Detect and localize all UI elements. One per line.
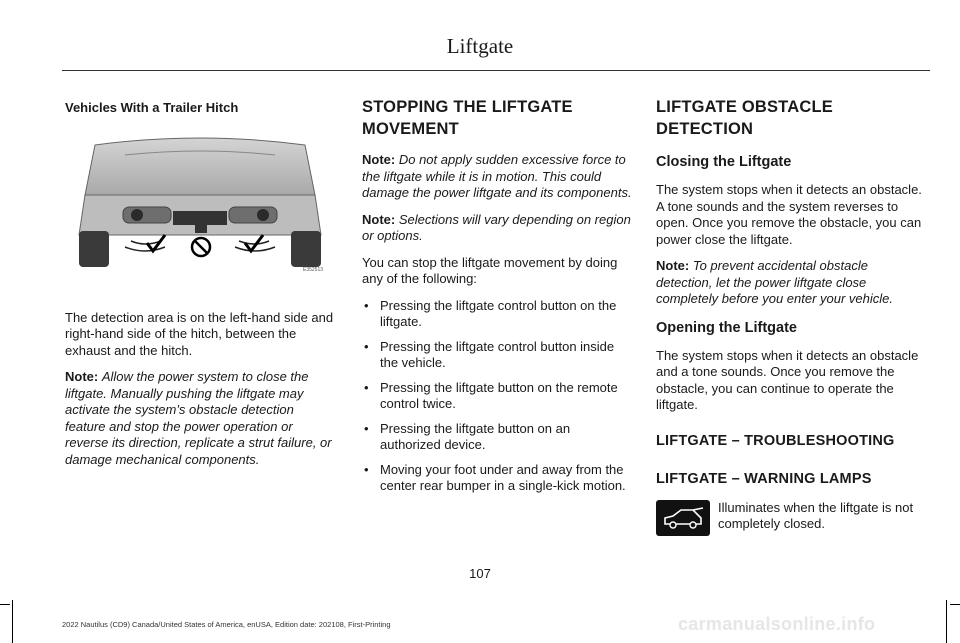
liftgate-ajar-icon: [656, 500, 710, 536]
stop-intro: You can stop the liftgate movement by doing any of the following:: [362, 254, 618, 286]
edition-footer: 2022 Nautilus (CD9) Canada/United States of America, enUSA, Edition date: 202108, First-Printing: [62, 620, 391, 629]
column-1: [65, 96, 335, 478]
heading-line-2: MOVEMENT: [362, 120, 459, 138]
list-item-text: Pressing the liftgate control button inside the vehicle.: [380, 338, 615, 370]
opening-liftgate-text: The system stops when it detects an obstacle and a tone sounds. Once you remove the obstacle, you can continue to operate the liftgate.: [656, 347, 919, 412]
crop-mark: [946, 600, 947, 643]
troubleshooting-heading: LIFTGATE – TROUBLESHOOTING: [656, 432, 895, 449]
watermark: carmanualsonline.info: [678, 614, 876, 634]
figure-code: E352513: [303, 266, 324, 273]
heading-line-1: STOPPING THE LIFTGATE: [362, 98, 573, 116]
note-label: Note:: [362, 211, 396, 227]
bullet: •: [364, 297, 369, 313]
trailer-hitch-illustration: [65, 135, 335, 275]
crop-mark: [0, 604, 10, 605]
page-title: Liftgate: [446, 34, 514, 58]
list-item: [362, 380, 632, 413]
column-3: [656, 96, 926, 536]
list-item: [362, 298, 632, 331]
note-accidental-detection: [656, 258, 926, 308]
stopping-liftgate-heading: [362, 96, 632, 140]
note-excessive-force: [362, 152, 632, 202]
crop-mark: [12, 600, 13, 643]
warning-lamp-text: Illuminates when the liftgate is not completely closed.: [718, 499, 914, 531]
opening-liftgate-subheading: Opening the Liftgate: [656, 319, 797, 336]
note-text: Allow the power system to close the liftgate. Manually pushing the liftgate may activate the system’s obstacle detection feature and stop the power operation or reverse its direction, replicate a strut failure, or damage mechanical components.: [65, 369, 332, 467]
bullet: •: [364, 461, 369, 477]
list-item-text: Pressing the liftgate button on an authorized device.: [380, 420, 571, 452]
column-2: [362, 96, 632, 503]
note-selections: [362, 212, 632, 245]
list-item-text: Pressing the liftgate button on the remote control twice.: [380, 379, 618, 411]
list-item: [362, 339, 632, 372]
note-label: Note:: [65, 369, 99, 384]
warning-lamp-row: [656, 500, 926, 536]
note-label: Note:: [656, 258, 690, 273]
list-item: [362, 421, 632, 454]
obstacle-detection-heading: LIFTGATE OBSTACLE DETECTION: [656, 98, 833, 138]
note-text: Selections will vary depending on region or options.: [362, 211, 631, 243]
list-item: [362, 462, 632, 495]
stop-methods-list: [362, 298, 632, 495]
page-number: 107: [469, 566, 491, 581]
warning-lamps-heading: LIFTGATE – WARNING LAMPS: [656, 470, 872, 487]
bullet: •: [364, 420, 369, 436]
trailer-hitch-heading: Vehicles With a Trailer Hitch: [65, 100, 239, 115]
closing-liftgate-subheading: Closing the Liftgate: [656, 154, 792, 170]
note-text: To prevent accidental obstacle detection, let the power liftgate close completely before you enter your vehicle.: [656, 258, 894, 306]
closing-liftgate-text: The system stops when it detects an obstacle. A tone sounds and the system reverses to open. Once you remove the obstacle, you can power close the liftgate.: [656, 182, 922, 247]
note-label: Note:: [362, 152, 396, 167]
list-item-text: Pressing the liftgate control button on the liftgate.: [380, 297, 617, 329]
note-power-system: [65, 369, 335, 468]
bullet: •: [364, 379, 369, 395]
crop-mark: [950, 604, 960, 605]
detection-area-paragraph: The detection area is on the left-hand side and right-hand side of the hitch, between the exhaust and the hitch.: [65, 309, 334, 358]
header-rule: [62, 70, 930, 71]
bullet: •: [364, 338, 369, 354]
list-item-text: Moving your foot under and away from the center rear bumper in a single-kick motion.: [380, 461, 626, 493]
note-text: Do not apply sudden excessive force to the liftgate while it is in motion. This could damage the power liftgate and its components.: [362, 152, 632, 200]
